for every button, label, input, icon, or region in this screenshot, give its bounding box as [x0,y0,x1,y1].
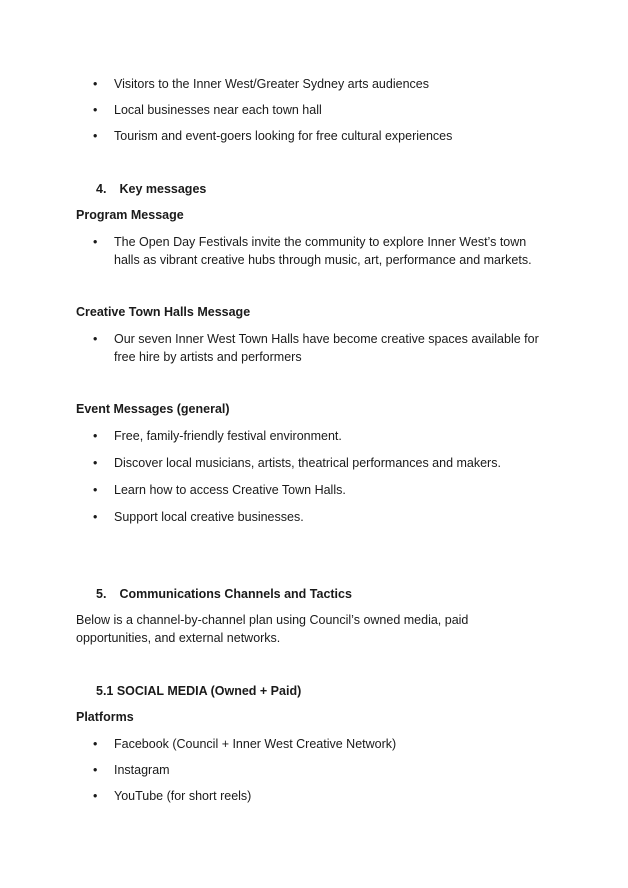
program-message-heading: Program Message [76,208,184,222]
list-item: • Our seven Inner West Town Halls have become creative spaces available for free hire by artists and performers [76,330,550,366]
list-item: • The Open Day Festivals invite the community to explore Inner West’s town halls as vibrant creative hubs through music, art, performance and markets. [76,233,550,269]
list-item: • Support local creative businesses. [76,508,550,526]
event-messages-list [0,427,550,526]
list-item: • Visitors to the Inner West/Greater Sydney arts audiences [76,75,550,93]
program-message-list [0,233,550,269]
section-title: Communications Channels and Tactics [119,587,352,601]
list-item: • Facebook (Council + Inner West Creative Network) [76,735,550,753]
list-item: • Tourism and event-goers looking for free cultural experiences [76,127,550,145]
section-4-heading [96,180,206,198]
section-5-heading [96,585,352,603]
list-item: • Learn how to access Creative Town Halls. [76,481,550,499]
section-5-intro: Below is a channel-by-channel plan using Council’s owned media, paid opportunities, and external networks. [76,613,469,645]
list-item: • Local businesses near each town hall [76,101,550,119]
list-item: • Free, family-friendly festival environment. [76,427,550,445]
audience-list [0,75,550,145]
section-title: Key messages [119,182,207,196]
list-item: • Discover local musicians, artists, theatrical performances and makers. [76,454,550,472]
list-item: • Instagram [76,761,550,779]
list-item: • YouTube (for short reels) [76,787,550,805]
creative-message-list [0,330,550,366]
section-5-1-heading: 5.1 SOCIAL MEDIA (Owned + Paid) [96,684,302,698]
event-messages-heading: Event Messages (general) [76,402,230,416]
platforms-list [0,735,550,805]
section-number: 4. [96,182,107,196]
creative-message-heading: Creative Town Halls Message [76,305,251,319]
platforms-heading: Platforms [76,710,134,724]
section-number: 5. [96,587,107,601]
